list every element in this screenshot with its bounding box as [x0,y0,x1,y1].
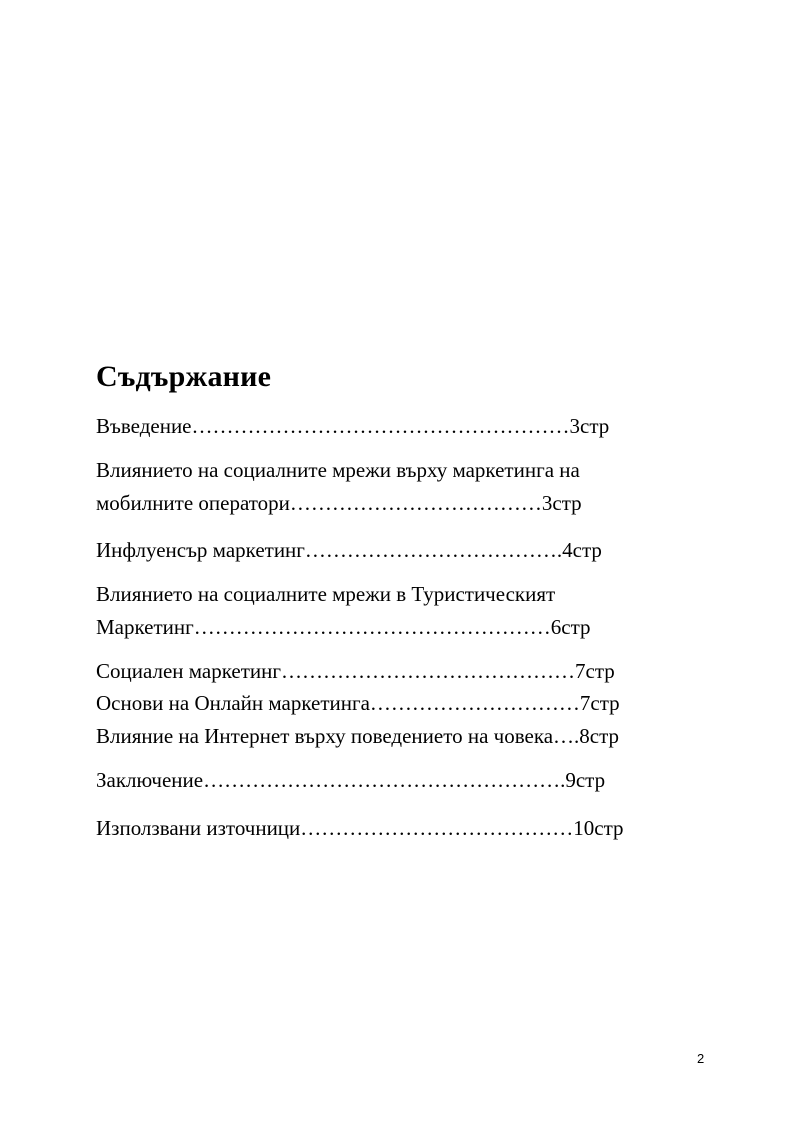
toc-title: Съдържание [96,360,272,393]
toc-entry-online-marketing-basics: Основи на Онлайн маркетинга…………………………7стр [96,691,620,715]
toc-entry-tourism-marketing-line-1: Влиянието на социалните мрежи в Туристическият [96,582,556,606]
toc-entry-internet-behavior: Влияние на Интернет върху поведението на човека….8стр [96,724,620,748]
toc-entry-introduction: Въведение………………………………………………3стр [96,414,610,438]
page-number: 2 [697,1051,705,1066]
toc-entry-conclusion: Заключение…………………………………………….9стр [96,768,606,792]
toc-entry-tourism-marketing-line-2: Маркетинг……………………………………………6стр [96,615,591,639]
toc-entry-sources: Използвани източници…………………………………10стр [96,816,624,840]
toc-entry-social-media-mobile-operators-line-1: Влиянието на социалните мрежи върху маркетинга на [96,458,580,482]
toc-entry-influencer-marketing: Инфлуенсър маркетинг……………………………….4стр [96,538,602,562]
toc-entry-social-marketing: Социален маркетинг……………………………………7стр [96,659,615,683]
toc-entry-social-media-mobile-operators-line-2: мобилните оператори………………………………3стр [96,491,582,515]
